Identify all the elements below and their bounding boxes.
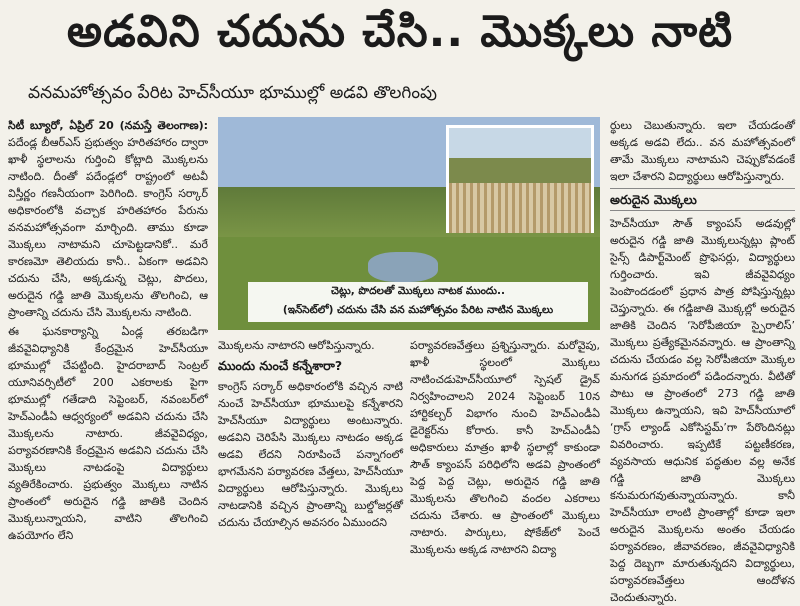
article-photo (218, 117, 600, 330)
paragraph: ర్థులు చెబుతున్నారు. ఇలా చేయడంతో అక్కడ అడవి లేదు.. వన మహోత్సవంలో తామే మొక్కలు నాటామని చెప్పుకోవడంకే ఇలా చేశారని విద్యార్థులు ఆరోపిస్తున్నారు. (610, 119, 795, 183)
paragraph: పర్యావరణవేత్తలు ప్రశ్నిస్తున్నారు. మరోవైపు, ఖాళీ స్థలంలో మొక్కలు నాటించడుహెచ్‌సీయూలో స్పెషల్ డ్రైవ్ నిర్వహించాలని 2024 సెప్టెంబర్ 10న హార్టికల్చర్ విభాగం నుంచి హెచ్‌ఎండీఏ డైరెక్టర్‌ను కోరారు. కానీ హెచ్‌ఎండీఏ అధికారులు మాత్రం ఖాళీ స్థలాల్లో కాకుండా సౌత్ క్యాంపస్ పరిధిలోని అడవి ప్రాంతంలో పెద్ద పెద్ద చెట్లు, అరుదైన గడ్డి జాతి మొక్కలను తొలగించి వందల ఎకరాలు చదును చేశారు. ఆ ప్రాంతంలో మొక్కలు నాటారు. పార్కులు, షోకేజ్‌లో పెంచే మొక్కలను అక్కడ నాటారని విద్యా (410, 339, 600, 556)
paragraph: కాంగ్రెస్ సర్కార్ అధికారంలోకి వచ్చిన నాటి నుంచే హెచ్‌సీయూ భూములపై కన్నేశారని హెచ్‌సీయూ విద్యార్థులు అంటున్నారు. అడవిని చెరిపేసి మొక్కలు నాటడం అక్కడ అడవి లేదని నిరూపించే పన్నాగంలో భాగమేనని పర్యావరణ వేత్తలు, హెచ్‌సీయూ విద్యార్థులు ఆరోపిస్తున్నారు. మొక్కలు నాటడానికి వచ్చిన ప్రాంతాన్ని బుల్డోజర్లతో చదును చేయాల్సిన అవసరం ఏముందని (218, 380, 403, 529)
caption-line: (ఇన్‌సెట్‌లో) చదును చేసి వన మహోత్సవం పేరిట నాటిన మొక్కలు (282, 304, 554, 316)
article-column-2 (218, 337, 403, 545)
section-heading: ముందు నుంచే కన్నేశారా? (218, 358, 343, 373)
article-column-1 (8, 117, 208, 545)
subheadline: వనమహోత్సవం పేరిట హెచ్‌సీయూ భూముల్లో అడవి తొలగింపు (28, 83, 437, 103)
article-column-4 (610, 117, 795, 604)
inset-photo (446, 125, 594, 233)
photo-caption (248, 282, 588, 322)
paragraph: మొక్కలను నాటారని ఆరోపిస్తున్నారు. (218, 339, 375, 352)
section-heading: అరుదైన మొక్కలు (610, 188, 795, 211)
paragraph: పదేండ్ల బీఆర్‌ఎస్ ప్రభుత్వం హరితహారం ద్వారా ఖాళీ స్థలాలను గుర్తించి కోట్లాది మొక్కలను నాటింది. దీంతో పదేండ్లలో రాష్ట్రంలో అటవీ విస్తీర్ణం గణనీయంగా పెరిగింది. కాంగ్రెస్ సర్కార్ అధికారంలోకి వచ్చాక హరితహారం పేరును వనమహోత్సవంగా మార్చింది. తాము కూడా మొక్కలు నాటామని చూపెట్టడానికో.. మరే కారణమో తెలియదు కానీ.. ఏకంగా అడవిని చదును చేసి, అక్కడున్న చెట్లు, పొదలు, అరుదైన గడ్డి జాతి మొక్కలను తొలగించి, ఆ ప్రాంతాన్ని చదును చేసి మొక్కలను నాటింది. (8, 136, 208, 319)
headline: అడవిని చదును చేసి.. మొక్కలు నాటి (66, 6, 734, 57)
byline: సిటీ బ్యూరో, ఏప్రిల్ 20 (నమస్తే తెలంగాణ): (8, 119, 208, 132)
paragraph: హెచ్‌సీయూ సౌత్ క్యాంపస్ అడవుల్లో అరుదైన గడ్డి జాతి మొక్కలున్నట్లు ప్లాంట్ సైన్స్ డిపార్ట్‌మెంట్ ప్రొఫెసర్లు, విద్యార్థులు గుర్తించారు. ఇవి జీవవైవిధ్యం పెంపొందడంలో ప్రధాన పాత్ర పోషిస్తున్నట్లు చెప్తున్నారు. ఈ గడ్డిజాతి మొక్కల్లో అరుదైన జాతికి చెందిన ‘సెరోపీజియా స్పైరాలిస్’ మొక్కలు ప్రత్యేకమైనవన్నారు. ఆ ప్రాంతాన్ని చదును చేయడం వల్ల సెరోపీజియా మొక్కల మనుగడ ప్రమాదంలో పడిందన్నారు. వీటితో పాటు ఆ ప్రాంతంలో 273 గడ్డి జాతి మొక్కలు ఉన్నాయని, ఇవి హెచ్‌సీయూలో ‘గ్రాస్ ల్యాండ్ ఎకోసిస్టమ్’గా పేరొందినట్లు వివరించారు. ఇప్పటికే పట్టణీకరణ, వ్యవసాయ ఆధునిక పద్ధతుల వల్ల అనేక గడ్డి జాతి మొక్కలు కనుమరుగవుతున్నాయన్నారు. కానీ హెచ్‌సీయూ లాంటి ప్రాంతాల్లో కూడా ఇలా అరుదైన మొక్కలను అంతం చేయడం పర్యావరణం, జీవావరణం, జీవవైవిధ్యానికి పెద్ద దెబ్బగా మారుతున్నదని విద్యార్థులు, పర్యావరణవేత్తలు ఆందోళన చెందుతున్నారు. (610, 217, 795, 604)
article-column-3 (410, 337, 600, 556)
caption-line: చెట్లు, పొదలతో మొక్కలు నాటక ముందు.. (331, 285, 505, 297)
paragraph: ఈ ఘనకార్యాన్ని ఏండ్ల తరబడిగా జీవవైవిధ్యానికి కేంద్రమైన హెచ్‌సీయూ భూముల్లో చేపట్టింది. హైదరాబాద్ సెంట్రల్ యూనివర్సిటీలో 200 ఎకరాలకు పైగా భూముల్లో గతేడాది సెప్టెంబర్, నవంబర్‌లో హెచ్‌ఎండీఏ ఆధ్వర్యంలో అడవిని చదును చేసి మొక్కలను నాటారు. జీవవైవిధ్యం, పర్యావరణానికి కేంద్రమైన అడవిని చదును చేసి మొక్కలు నాటడంపై విద్యార్థులు వ్యతిరేకించారు. ప్రభుత్వం మొక్కలు నాటిన ప్రాంతంలో అరుదైన గడ్డి జాతికి చెందిన మొక్కలున్నాయని, వాటిని తొలగించి ఉపయోగం లేని (8, 325, 208, 542)
